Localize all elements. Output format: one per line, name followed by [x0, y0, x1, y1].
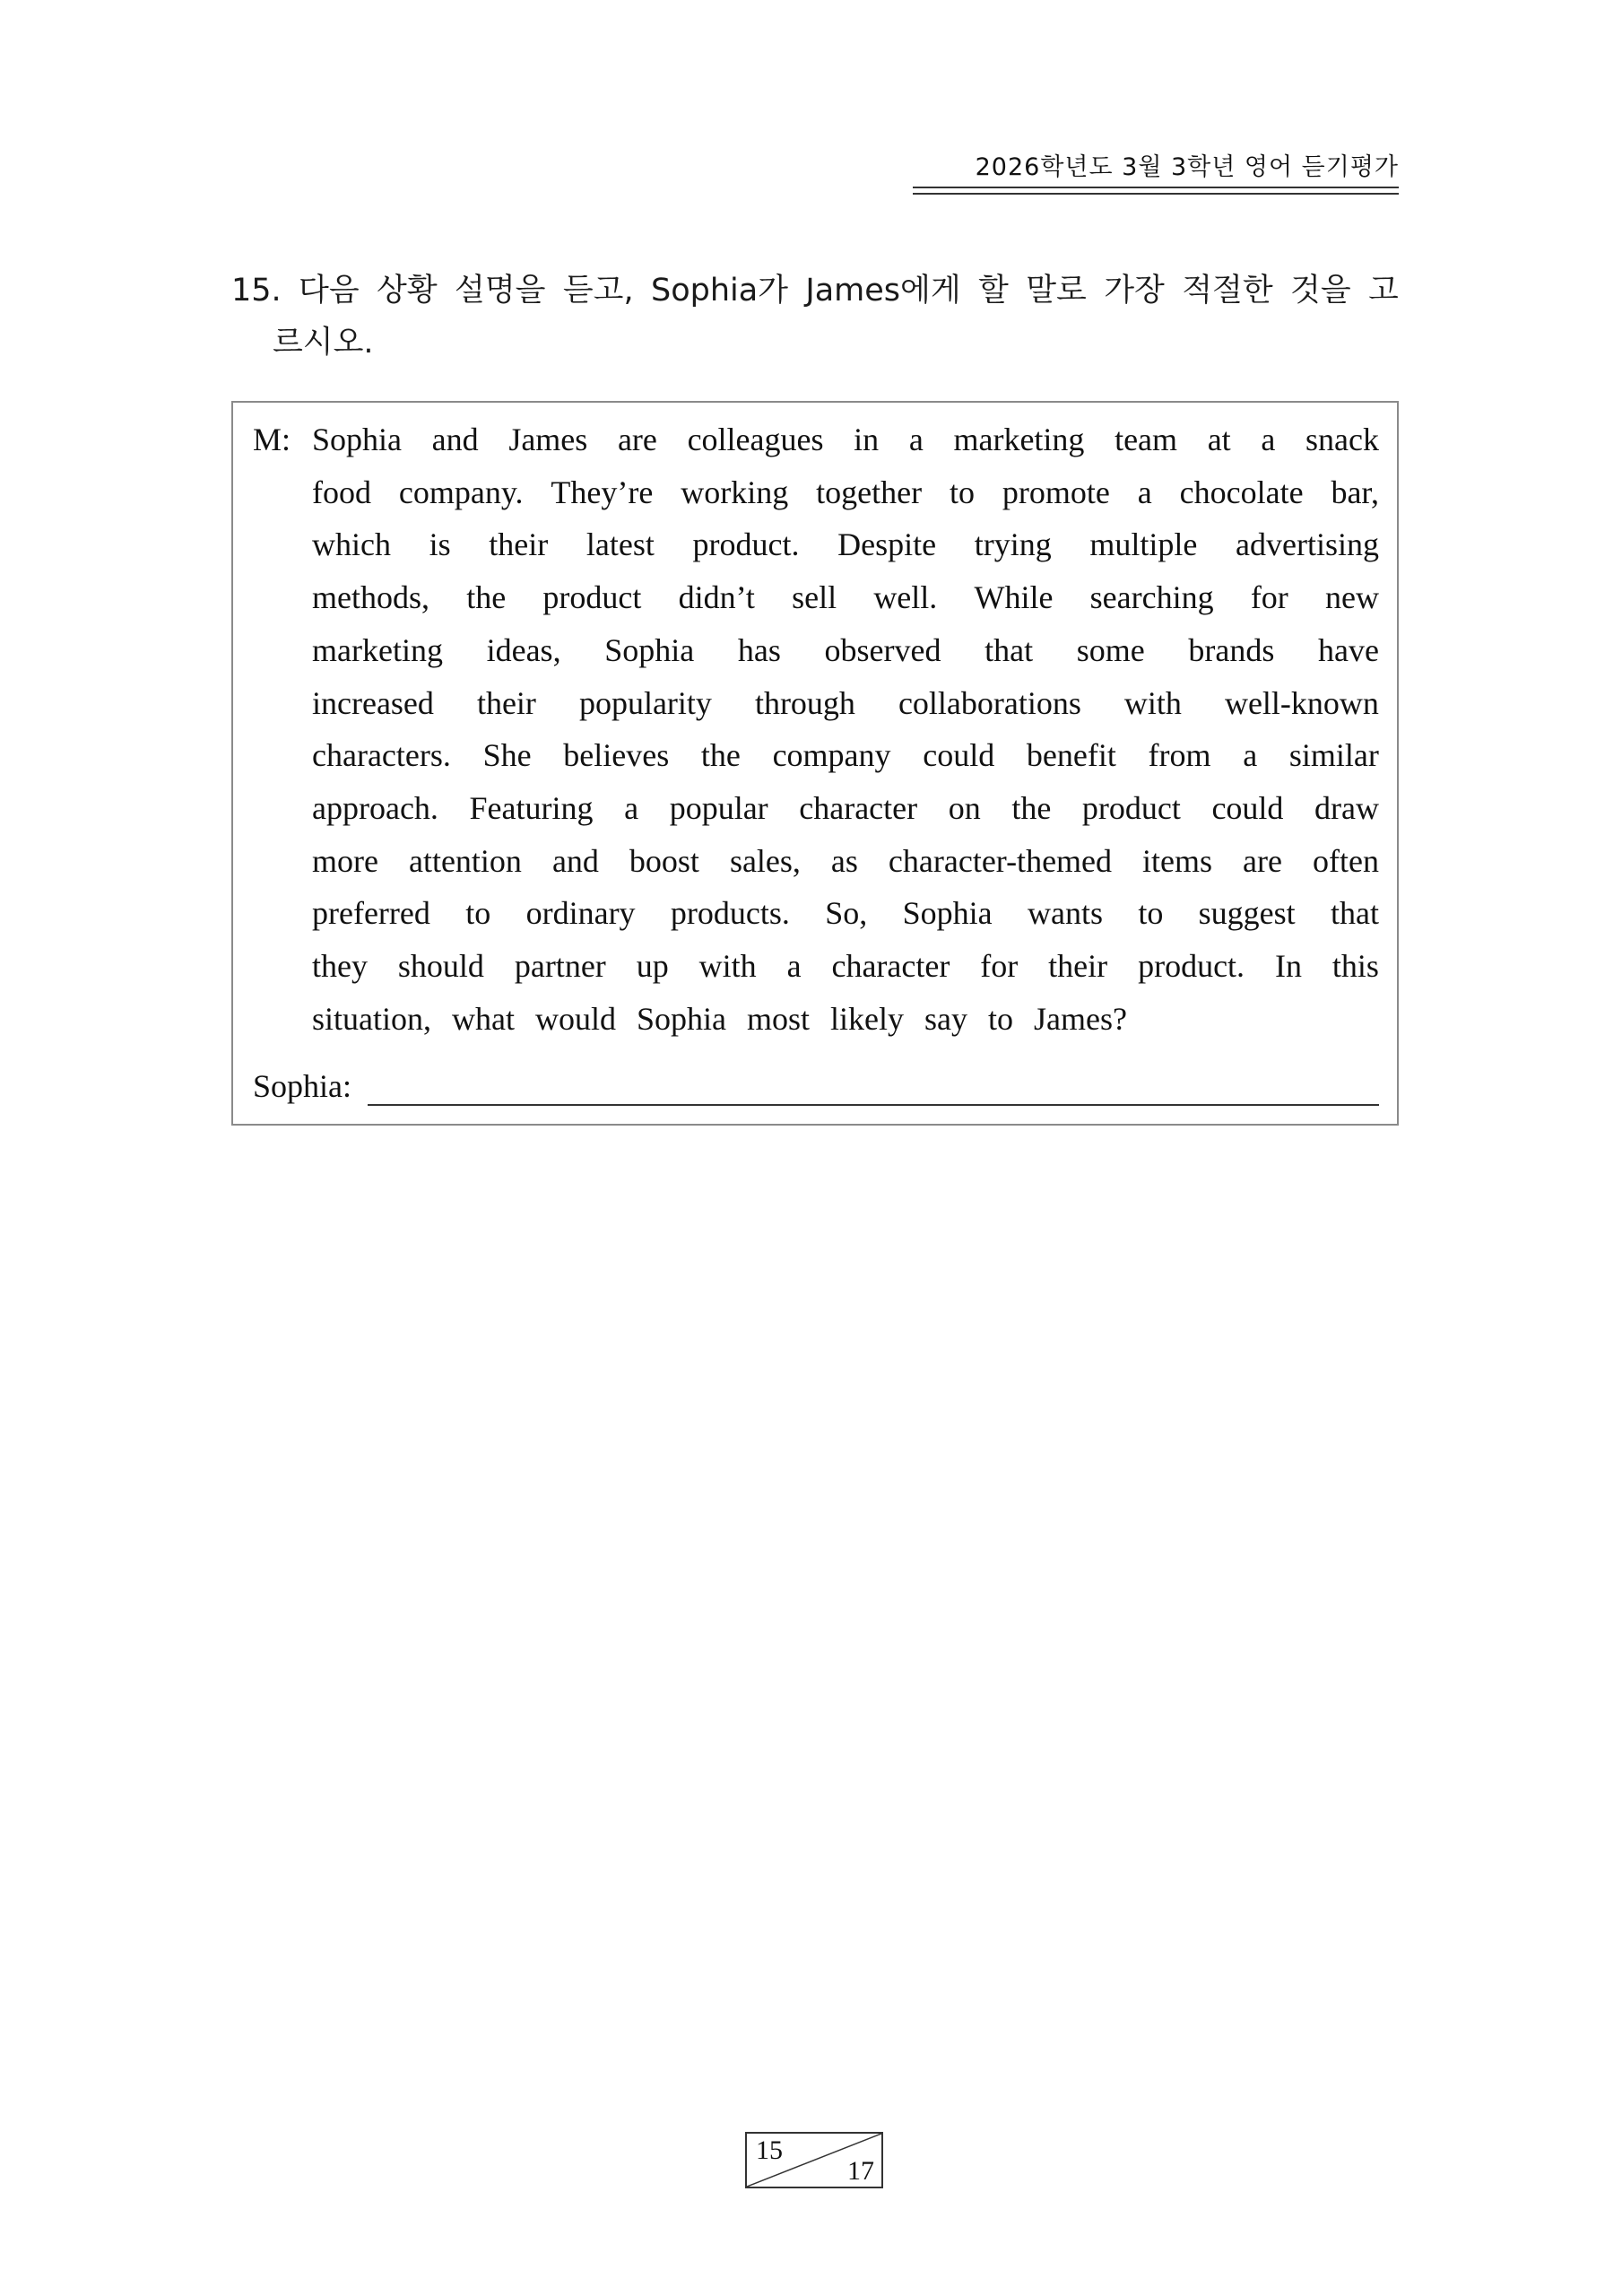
script-word: character-themed [888, 842, 1113, 879]
question-word: 고 [1368, 273, 1399, 309]
script-word: working [681, 474, 789, 510]
script-word: suggest [1198, 895, 1296, 932]
script-word: Despite [837, 526, 937, 563]
script-word: new [1325, 579, 1379, 616]
script-word: could [1211, 789, 1284, 826]
script-text [312, 413, 1379, 1045]
script-word: team [1115, 422, 1178, 457]
exam-header-title: 2026학년도 3월 3학년 영어 듣기평가 [975, 153, 1399, 181]
script-word: popular [669, 789, 768, 826]
script-word: items [1142, 842, 1213, 879]
script-line [312, 729, 1379, 782]
script-word: Sophia [636, 1000, 726, 1037]
script-line [312, 518, 1379, 571]
script-word: well-known [1224, 684, 1379, 721]
script-word: marketing [953, 422, 1085, 457]
script-line [312, 835, 1379, 888]
script-word: likely [830, 1000, 904, 1037]
question-line-1 [231, 265, 1399, 317]
header-double-rule [913, 187, 1399, 195]
script-word: through [754, 684, 855, 721]
script-word: multiple [1089, 526, 1198, 563]
script-word: a [908, 422, 924, 457]
question-word: 15. [231, 273, 282, 309]
script-word: their [476, 684, 536, 721]
script-word: trying [974, 526, 1052, 563]
script-line [312, 940, 1379, 993]
script-word: chocolate [1179, 474, 1304, 510]
script-word: popularity [578, 684, 712, 721]
answer-blank-line[interactable] [368, 1075, 1379, 1106]
script-word: which [312, 526, 391, 563]
script-word: boost [629, 842, 699, 879]
page-current: 15 [756, 2135, 783, 2165]
script-word: colleagues [687, 422, 824, 457]
script-word: to [988, 1000, 1014, 1037]
script-word: marketing [312, 631, 443, 668]
script-word: to [465, 895, 491, 932]
script-word: In [1274, 948, 1302, 985]
question-word: 상황 [377, 273, 438, 309]
script-word: well. [873, 579, 938, 616]
script-word: collaborations [898, 684, 1081, 721]
script-line [312, 571, 1379, 624]
question-word: 다음 [299, 273, 360, 309]
script-word: and [551, 842, 599, 879]
script-word: attention [408, 842, 522, 879]
script-word: for [1250, 579, 1288, 616]
script-word: sales, [729, 842, 801, 879]
script-word: Sophia [604, 631, 695, 668]
script-word: So, [825, 895, 868, 932]
script-word: is [429, 526, 451, 563]
script-word: to [949, 474, 975, 510]
script-word: believes [563, 737, 670, 774]
script-word: promote [1002, 474, 1110, 510]
script-word: bar, [1331, 474, 1379, 510]
script-word: more [312, 842, 378, 879]
page-total: 17 [847, 2156, 874, 2186]
question-word: 말로 [1026, 273, 1087, 309]
script-word: and [431, 422, 479, 457]
script-line [312, 782, 1379, 835]
script-word: up [636, 948, 669, 985]
script-word: a [1137, 474, 1152, 510]
script-word: increased [312, 684, 434, 721]
question-word: 설명을 [455, 273, 546, 309]
script-word: They’re [551, 474, 654, 510]
question-line-2: 르시오. [273, 325, 374, 361]
script-word: company. [398, 474, 524, 510]
script-word: should [397, 948, 484, 985]
script-word: most [747, 1000, 811, 1037]
script-word: a [624, 789, 639, 826]
script-word: characters. [312, 737, 451, 774]
script-word: the [700, 737, 741, 774]
script-word: company [772, 737, 891, 774]
script-word: searching [1089, 579, 1214, 616]
script-line [312, 466, 1379, 519]
script-word: snack [1305, 422, 1379, 457]
script-line [312, 624, 1379, 677]
script-word: ordinary [525, 895, 636, 932]
script-word: for [980, 948, 1019, 985]
page-number-box [745, 2132, 883, 2188]
script-word: a [1243, 737, 1258, 774]
script-word: this [1331, 948, 1379, 985]
script-word: say [924, 1000, 967, 1037]
script-word: from [1148, 737, 1211, 774]
script-word: in [854, 422, 880, 457]
question-word: 가장 [1104, 273, 1165, 309]
question-word: 적절한 [1182, 273, 1273, 309]
script-word: would [534, 1000, 616, 1037]
script-word: character [799, 789, 918, 826]
script-word: are [1243, 842, 1282, 879]
question-word: Sophia가 [650, 273, 788, 309]
script-line [312, 677, 1379, 730]
script-word: partner [514, 948, 606, 985]
script-word: Sophia [312, 422, 403, 457]
question-word: 할 [978, 273, 1009, 309]
script-word: to [1138, 895, 1164, 932]
script-word: Featuring [469, 789, 594, 826]
script-word: brands [1188, 631, 1275, 668]
script-word: approach. [312, 789, 438, 826]
script-word: latest [585, 526, 655, 563]
script-word: they [312, 948, 368, 985]
script-word: character [831, 948, 950, 985]
script-word: product [542, 579, 642, 616]
answer-row [253, 1066, 1379, 1106]
script-word: are [617, 422, 657, 457]
script-word: product. [692, 526, 800, 563]
script-line [312, 993, 1379, 1046]
script-word: situation, [312, 1000, 431, 1037]
script-word: a [786, 948, 802, 985]
script-word: at [1207, 422, 1231, 457]
script-word: ideas, [486, 631, 561, 668]
script-word: could [923, 737, 995, 774]
question-prompt [231, 265, 1399, 369]
script-line [312, 413, 1379, 466]
script-word: preferred [312, 895, 430, 932]
script-word: the [466, 579, 507, 616]
script-word: Sophia [902, 895, 993, 932]
script-word: didn’t [678, 579, 755, 616]
script-word: draw [1314, 789, 1379, 826]
listening-script-box [231, 401, 1399, 1126]
script-word: as [830, 842, 858, 879]
script-word: food [312, 474, 371, 510]
script-word: with [1123, 684, 1182, 721]
speaker-label: M: [253, 422, 291, 457]
script-word: benefit [1026, 737, 1116, 774]
script-word: products. [670, 895, 790, 932]
script-word: some [1076, 631, 1145, 668]
script-word: have [1318, 631, 1379, 668]
script-word: has [737, 631, 781, 668]
question-word: James에게 [805, 273, 961, 309]
script-word: advertising [1236, 526, 1379, 563]
script-word: what [452, 1000, 515, 1037]
script-word: their [1048, 948, 1108, 985]
script-word: James? [1034, 1000, 1127, 1037]
script-word: product. [1138, 948, 1245, 985]
script-word: their [489, 526, 549, 563]
script-word: observed [824, 631, 941, 668]
question-word: 듣고, [562, 273, 634, 309]
script-line [312, 887, 1379, 940]
answer-speaker-label: Sophia: [253, 1068, 352, 1104]
script-word: the [1011, 789, 1052, 826]
script-word: together [816, 474, 923, 510]
script-word: similar [1288, 737, 1379, 774]
script-word: that [984, 631, 1034, 668]
script-word: product [1081, 789, 1181, 826]
script-word: She [482, 737, 532, 774]
script-word: methods, [312, 579, 429, 616]
script-word: a [1261, 422, 1276, 457]
script-word: on [948, 789, 981, 826]
script-word: that [1331, 895, 1379, 932]
script-word: with [698, 948, 757, 985]
question-word: 것을 [1290, 273, 1351, 309]
script-word: often [1312, 842, 1379, 879]
script-word: James [508, 422, 588, 457]
script-word: wants [1027, 895, 1103, 932]
script-word: While [974, 579, 1054, 616]
script-word: sell [792, 579, 837, 616]
